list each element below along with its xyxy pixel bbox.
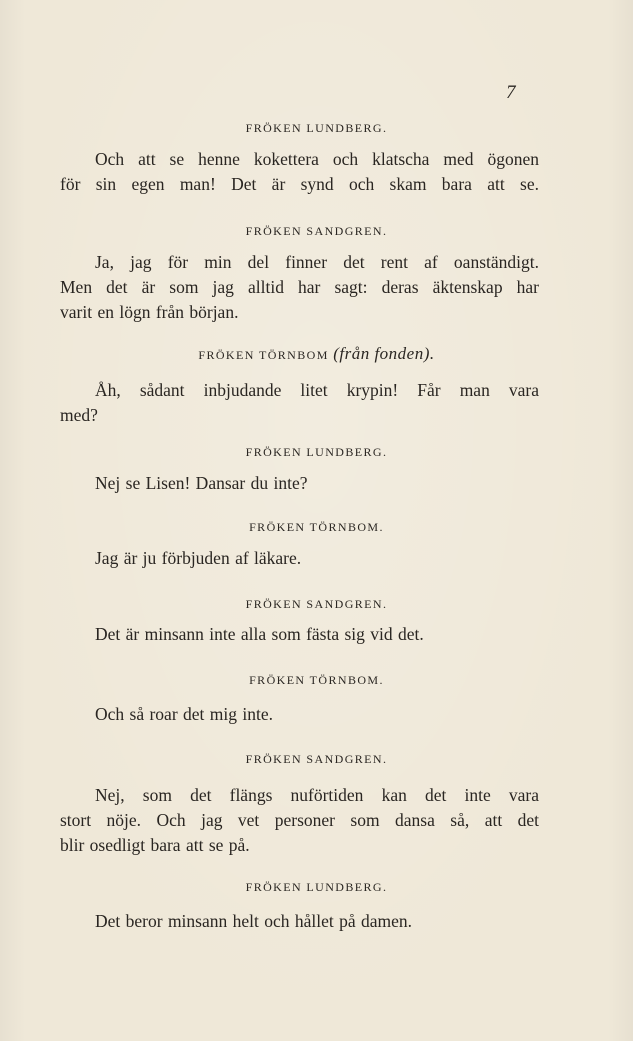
dialogue-line: Och att se henne kokettera och klatscha med ögonen [95, 149, 539, 169]
dialogue-line: med? [60, 405, 98, 425]
dialogue-line: varit en lögn från början. [60, 302, 239, 322]
page-number: 7 [506, 82, 516, 103]
speaker-name: FRÖKEN TÖRNBOM. [249, 673, 384, 687]
stage-direction: (från fonden). [333, 344, 435, 363]
dialogue-line: för sin egen man! Det är synd och skam bara att se. [60, 174, 539, 194]
speaker-name: FRÖKEN LUNDBERG. [245, 880, 388, 894]
dialogue-line: Ja, jag för min del finner det rent af oanständigt. [95, 252, 539, 272]
dialogue-line: Men det är som jag alltid har sagt: deras äktenskap har [60, 277, 539, 297]
dialogue-line: Det beror minsann helt och hållet på damen. [95, 911, 413, 931]
dialogue-line: Jag är ju förbjuden af läkare. [95, 548, 302, 568]
dialogue-line: Och så roar det mig inte. [95, 704, 274, 724]
speaker-name: FRÖKEN SANDGREN. [245, 597, 388, 611]
dialogue-line: Det är minsann inte alla som fästa sig vid det. [95, 624, 424, 644]
speaker-name: FRÖKEN SANDGREN. [245, 224, 388, 238]
speaker-name: FRÖKEN SANDGREN. [245, 752, 388, 766]
dialogue-line: Åh, sådant inbjudande litet krypin! Får man vara [95, 380, 539, 400]
speaker-name: FRÖKEN LUNDBERG. [245, 121, 388, 135]
dialogue-line: blir osedligt bara att se på. [60, 835, 250, 855]
speaker-name: FRÖKEN TÖRNBOM [198, 348, 329, 362]
speaker-name: FRÖKEN LUNDBERG. [245, 445, 388, 459]
speaker-heading [0, 344, 633, 364]
dialogue-line: Nej se Lisen! Dansar du inte? [95, 473, 308, 493]
speaker-name: FRÖKEN TÖRNBOM. [249, 520, 384, 534]
dialogue-line: Nej, som det flängs nuförtiden kan det inte vara [95, 785, 539, 805]
dialogue-line: stort nöje. Och jag vet personer som dansa så, att det [60, 810, 539, 830]
